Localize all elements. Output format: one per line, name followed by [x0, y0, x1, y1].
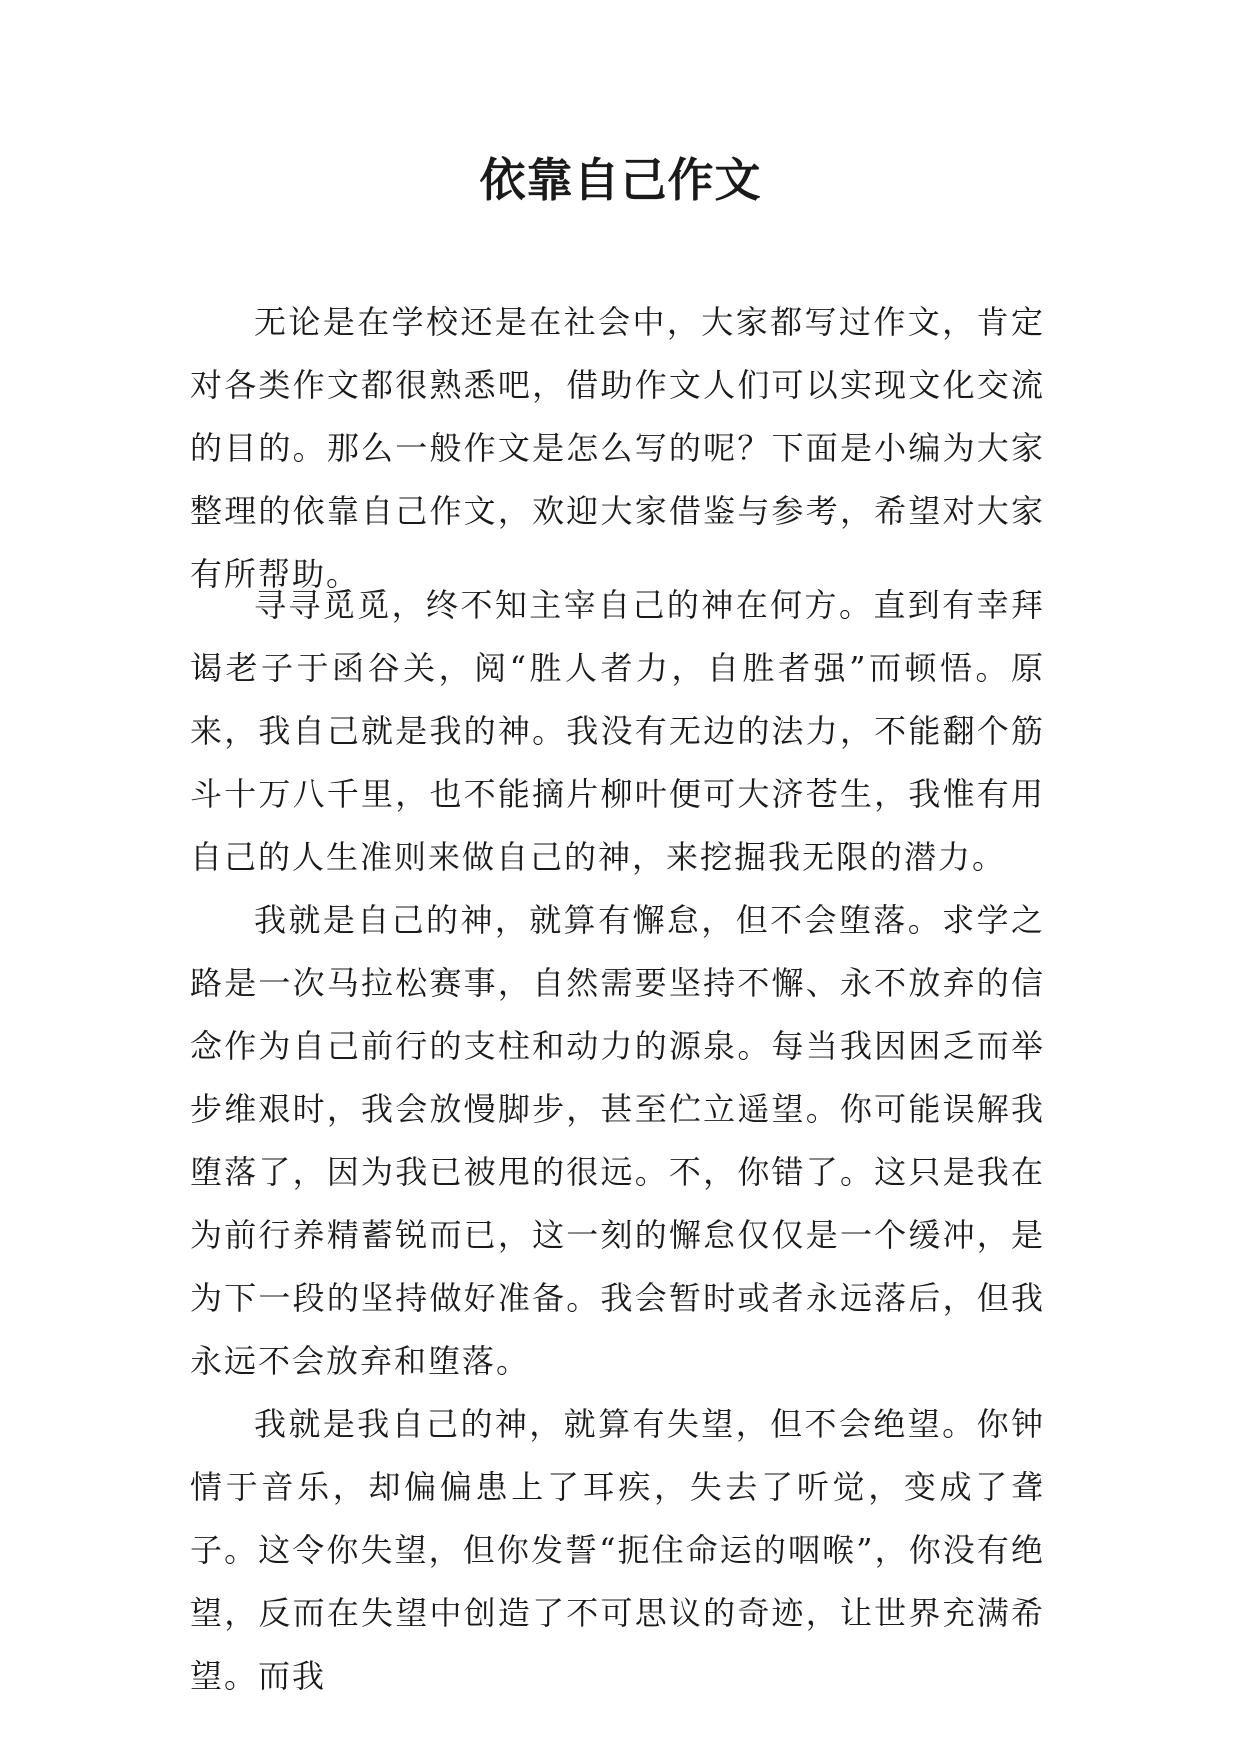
essay-paragraph-3: 我就是我自己的神，就算有失望，但不会绝望。你钟情于音乐，却偏偏患上了耳疾，失去了听觉，变成了聋子。这令你失望，但你发誓“扼住命运的咽喉”，你没有绝望，反而在失望中创造了不可思议的奇迹，让世界充满希望。而我 — [190, 1405, 1045, 1695]
essay-paragraph-1: 寻寻觅觅，终不知主宰自己的神在何方。直到有幸拜谒老子于函谷关，阅“胜人者力，自胜者强”而顿悟。原来，我自己就是我的神。我没有无边的法力，不能翻个筋斗十万八千里，也不能摘片柳叶便可大济苍生，我惟有用自己的人生准则来做自己的神，来挖掘我无限的潜力。 — [190, 586, 1045, 876]
intro-section — [190, 291, 1045, 606]
document-title: 依靠自己作文 — [479, 153, 762, 207]
intro-paragraph: 无论是在学校还是在社会中，大家都写过作文，肯定对各类作文都很熟悉吧，借助作文人们可以实现文化交流的目的。那么一般作文是怎么写的呢？下面是小编为大家整理的依靠自己作文，欢迎大家借鉴与参考，希望对大家有所帮助。 — [190, 303, 1045, 593]
essay-paragraph-2: 我就是自己的神，就算有懈怠，但不会堕落。求学之路是一次马拉松赛事，自然需要坚持不懈、永不放弃的信念作为自己前行的支柱和动力的源泉。每当我因困乏而举步维艰时，我会放慢脚步，甚至伫立遥望。你可能误解我堕落了，因为我已被甩的很远。不，你错了。这只是我在为前行养精蓄锐而已，这一刻的懈怠仅仅是一个缓冲，是为下一段的坚持做好准备。我会暂时或者永远落后，但我永远不会放弃和堕落。 — [190, 901, 1045, 1380]
essay-body — [190, 574, 1045, 1708]
